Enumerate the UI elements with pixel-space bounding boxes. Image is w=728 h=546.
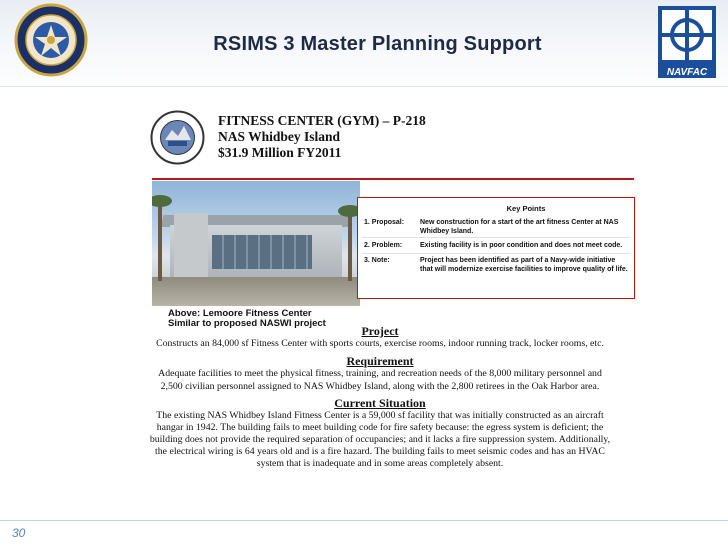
page-number: 30	[12, 526, 26, 540]
situation-text-line-4: the electrical wiring is 64 years old and is a fire hazard. The building fails to meet seismic codes and has an HVAC	[155, 446, 605, 457]
project-section-text: Constructs an 84,000 sf Fitness Center with sports courts, exercise rooms, indoor running track, locker rooms, etc.	[156, 338, 604, 349]
region-seal-icon	[150, 110, 205, 165]
key-point-divider	[362, 253, 630, 254]
situation-text-line-3: building does not provide the required separation of occupancies; and it lacks a fire suppression system. Additionally,	[149, 434, 611, 445]
situation-section-heading: Current Situation	[334, 396, 426, 410]
key-point-text: Project has been identified as part of a Navy-wide initiative that will modernize exercise facilities to improve quality of life.	[420, 257, 628, 273]
navfac-logo-text: NAVFAC	[666, 67, 708, 78]
page-title: RSIMS 3 Master Planning Support	[213, 33, 542, 55]
key-point-text: Existing facility is in poor condition and does not meet code.	[420, 242, 623, 249]
requirement-text-line-1: Adequate facilities to meet the physical fitness, training, and recreation needs of the 8,000 military personnel and	[158, 368, 602, 379]
requirement-section-heading: Requirement	[346, 354, 414, 368]
project-name: FITNESS CENTER (GYM) – P-218	[218, 113, 426, 128]
situation-text-line-5: system that is inadequate and in some areas completely absent.	[256, 458, 504, 469]
key-point-label: 3. Note:	[364, 257, 390, 264]
photo-caption-line-1: Above: Lemoore Fitness Center	[168, 308, 312, 319]
key-point-divider	[362, 237, 630, 238]
photo-caption-line-2: Similar to proposed NASWI project	[168, 318, 326, 329]
project-section-heading: Project	[361, 324, 399, 338]
footer-divider	[0, 520, 728, 521]
situation-text-line-1: The existing NAS Whidbey Island Fitness Center is a 59,000 sf facility that was initially constructed as an aircraft	[156, 410, 604, 421]
navfac-logo-icon	[656, 6, 718, 80]
key-point-text: New construction for a start of the art fitness Center at NAS Whidbey Island.	[420, 219, 619, 235]
section-divider	[152, 178, 634, 180]
navy-seal-icon	[14, 3, 88, 77]
project-header	[218, 113, 426, 161]
project-location: NAS Whidbey Island	[218, 129, 341, 144]
key-point-label: 1. Proposal:	[364, 219, 405, 226]
header-divider	[0, 86, 728, 87]
key-points-box	[357, 197, 635, 299]
key-points-title: Key Points	[506, 204, 546, 213]
requirement-text-line-2: 2,500 civilian personnel assigned to NAS Whidbey Island, along with the 2,800 retirees in the Oak Harbor area.	[160, 381, 600, 392]
situation-text-line-2: hangar in 1942. The building fails to meet building code for fire safety because: the egress system is deficient; the	[156, 422, 604, 433]
key-point-label: 2. Problem:	[364, 242, 403, 249]
project-cost: $31.9 Million FY2011	[218, 145, 342, 160]
building-photo	[152, 181, 360, 306]
